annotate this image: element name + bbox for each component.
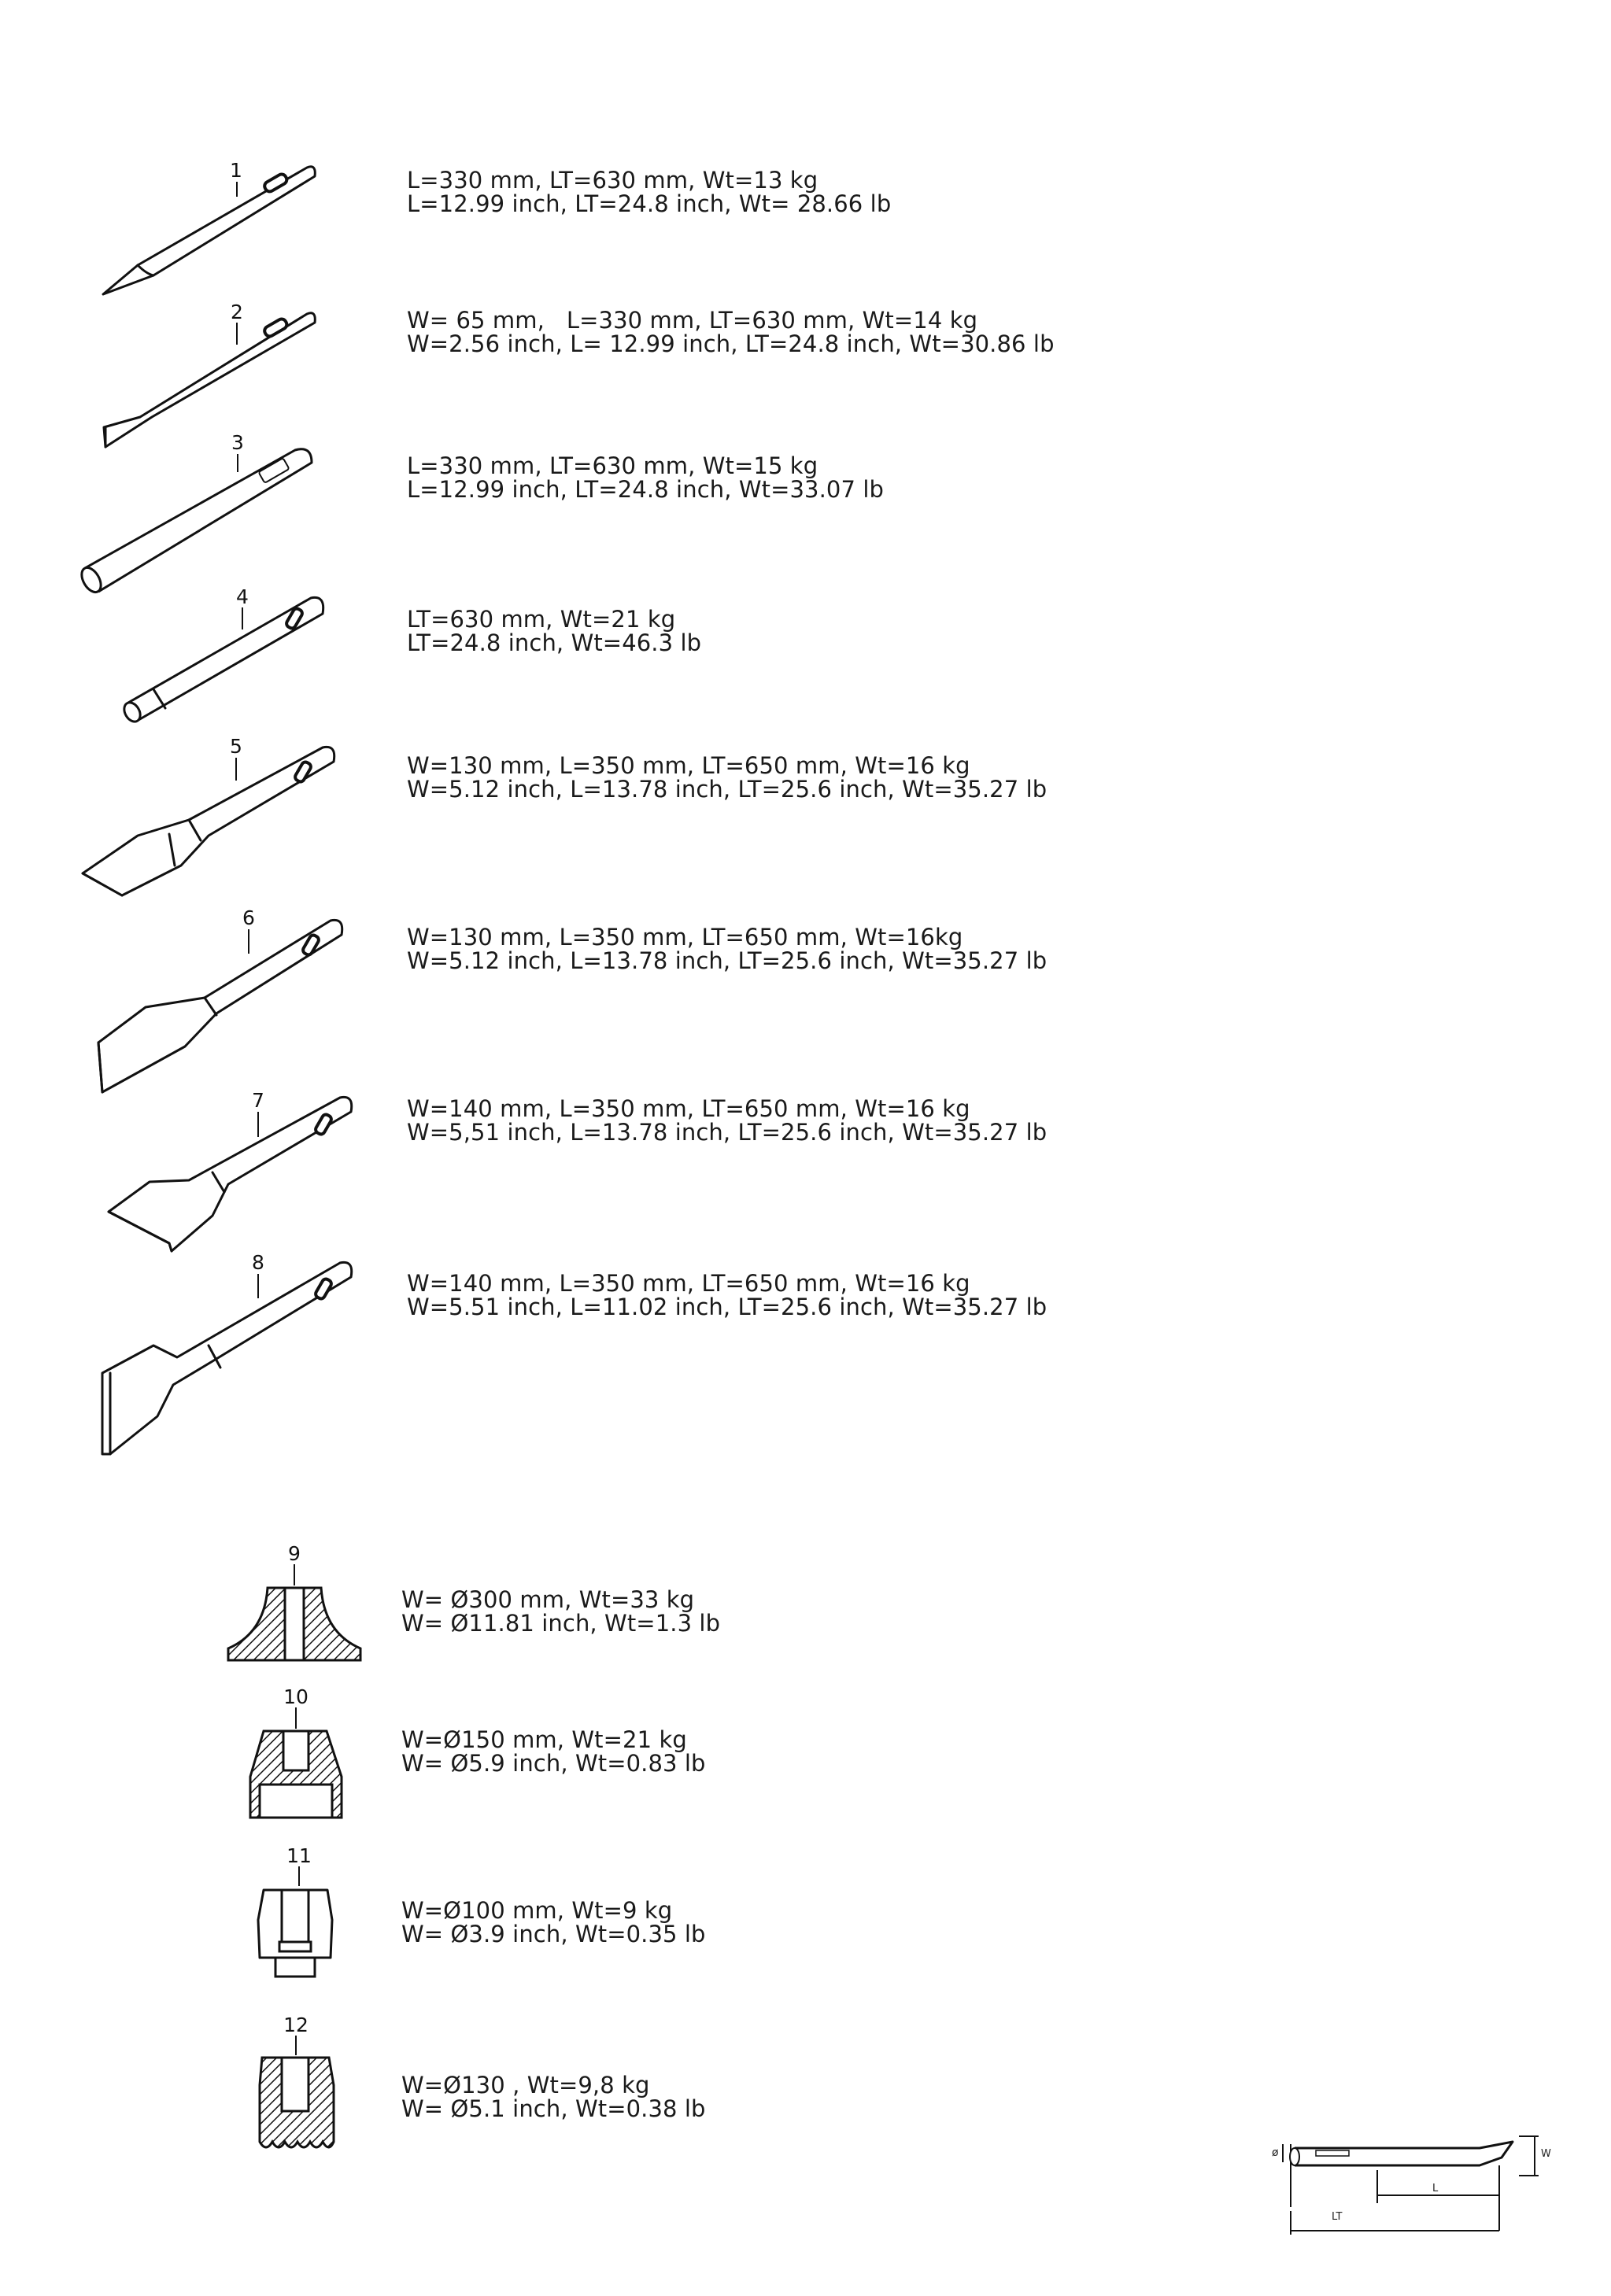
spec-metric: W=140 mm, L=350 mm, LT=650 mm, Wt=16 kg xyxy=(407,1270,970,1297)
spec-metric: W= 65 mm, L=330 mm, LT=630 mm, Wt=14 kg xyxy=(407,307,978,334)
tool-number: 3 xyxy=(231,431,244,454)
dimension-diagram-icon xyxy=(1267,2117,1558,2242)
spec-text xyxy=(401,1588,720,1635)
tool-number: 10 xyxy=(283,1685,309,1708)
spec-text xyxy=(401,1728,706,1775)
tool-number: 1 xyxy=(230,159,242,182)
spec-text xyxy=(407,925,1047,973)
spec-text xyxy=(407,454,884,501)
spec-metric: W= Ø300 mm, Wt=33 kg xyxy=(401,1586,695,1613)
tool-number: 11 xyxy=(286,1844,312,1867)
bush-hammer-head-icon xyxy=(0,0,378,2203)
tool-number: 7 xyxy=(252,1089,264,1112)
spec-imperial: L=12.99 inch, LT=24.8 inch, Wt=33.07 lb xyxy=(407,476,885,503)
spec-metric: L=330 mm, LT=630 mm, Wt=15 kg xyxy=(407,452,818,479)
tool-number: 9 xyxy=(288,1542,301,1565)
tool-number: 8 xyxy=(252,1251,264,1274)
spec-text xyxy=(401,1899,706,1946)
spec-text xyxy=(407,1097,1047,1144)
spec-imperial: W=2.56 inch, L= 12.99 inch, LT=24.8 inch, Wt=30.86 lb xyxy=(407,330,1055,357)
spec-imperial: W=5.12 inch, L=13.78 inch, LT=25.6 inch, Wt=35.27 lb xyxy=(407,776,1048,803)
spec-text xyxy=(407,1272,1047,1319)
spec-metric: L=330 mm, LT=630 mm, Wt=13 kg xyxy=(407,167,818,194)
width-label: W xyxy=(1541,2148,1551,2160)
spec-imperial: W=5,51 inch, L=13.78 inch, LT=25.6 inch, Wt=35.27 lb xyxy=(407,1119,1048,1146)
length-label: L xyxy=(1432,2183,1439,2194)
total-length-label: LT xyxy=(1332,2211,1343,2223)
tool-number: 6 xyxy=(242,906,255,929)
spec-imperial: LT=24.8 inch, Wt=46.3 lb xyxy=(407,629,702,656)
spec-imperial: L=12.99 inch, LT=24.8 inch, Wt= 28.66 lb xyxy=(407,190,892,217)
spec-metric: W=Ø130 , Wt=9,8 kg xyxy=(401,2072,650,2099)
spec-text xyxy=(407,308,1055,356)
spec-imperial: W= Ø3.9 inch, Wt=0.35 lb xyxy=(401,1921,706,1947)
spec-imperial: W= Ø5.9 inch, Wt=0.83 lb xyxy=(401,1750,706,1777)
spec-metric: LT=630 mm, Wt=21 kg xyxy=(407,606,676,633)
tool-number: 2 xyxy=(231,301,243,323)
spec-metric: W=Ø100 mm, Wt=9 kg xyxy=(401,1897,673,1924)
spec-metric: W=140 mm, L=350 mm, LT=650 mm, Wt=16 kg xyxy=(407,1095,970,1122)
spec-imperial: W=5.51 inch, L=11.02 inch, LT=25.6 inch, Wt=35.27 lb xyxy=(407,1294,1048,1320)
spec-text xyxy=(407,168,891,216)
spec-imperial: W=5.12 inch, L=13.78 inch, LT=25.6 inch, Wt=35.27 lb xyxy=(407,947,1048,974)
spec-imperial: W= Ø11.81 inch, Wt=1.3 lb xyxy=(401,1610,721,1637)
spec-metric: W=130 mm, L=350 mm, LT=650 mm, Wt=16kg xyxy=(407,924,963,951)
tool-number: 5 xyxy=(230,735,242,758)
tool-number: 4 xyxy=(236,585,249,608)
spec-text xyxy=(407,607,701,655)
spec-metric: W=Ø150 mm, Wt=21 kg xyxy=(401,1726,687,1753)
spec-text xyxy=(407,754,1047,801)
dimension-diagram xyxy=(1267,2117,1558,2242)
spec-metric: W=130 mm, L=350 mm, LT=650 mm, Wt=16 kg xyxy=(407,752,970,779)
diameter-label: ø xyxy=(1272,2147,1279,2159)
spec-imperial: W= Ø5.1 inch, Wt=0.38 lb xyxy=(401,2095,706,2122)
spec-text xyxy=(401,2073,706,2121)
tool-number: 12 xyxy=(283,2014,309,2036)
